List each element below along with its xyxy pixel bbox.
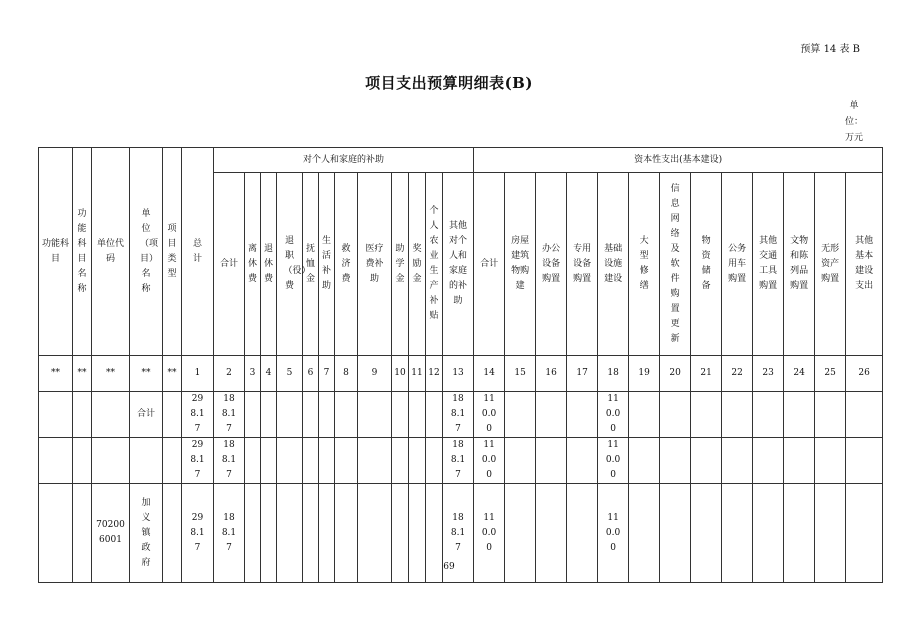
cell-unit-name: 加义镇政府 bbox=[130, 484, 163, 583]
index-cell: 23 bbox=[753, 356, 784, 392]
page-title: 项目支出预算明细表(B) bbox=[365, 74, 533, 92]
index-cell: 14 bbox=[474, 356, 505, 392]
header-p-resign: 退职（役）费 bbox=[277, 173, 303, 356]
header-c-repair: 大型修缮 bbox=[629, 173, 660, 356]
index-cell: 11 bbox=[409, 356, 426, 392]
header-item-type: 项目类型 bbox=[163, 148, 182, 356]
cell-c-sum: 110.00 bbox=[474, 392, 505, 438]
cell-func-name bbox=[73, 392, 92, 438]
header-c-reserve: 物资储备 bbox=[691, 173, 722, 356]
index-cell: 17 bbox=[567, 356, 598, 392]
header-c-special: 专用设备购置 bbox=[567, 173, 598, 356]
index-cell: 9 bbox=[358, 356, 392, 392]
header-p-other: 其他对个人和家庭的补助 bbox=[443, 173, 474, 356]
index-cell: ** bbox=[92, 356, 130, 392]
index-cell: 1 bbox=[182, 356, 214, 392]
cell-c-infra: 110.00 bbox=[598, 484, 629, 583]
cell-c-infra: 110.00 bbox=[598, 392, 629, 438]
header-func-subject: 功能科目 bbox=[39, 148, 73, 356]
header-c-transport: 其他交通工具购置 bbox=[753, 173, 784, 356]
cell-p-other: 188.17 bbox=[443, 484, 474, 583]
index-cell: 12 bbox=[426, 356, 443, 392]
cell-unit-code bbox=[92, 438, 130, 484]
header-p-living: 生活补助 bbox=[319, 173, 335, 356]
index-cell: 7 bbox=[319, 356, 335, 392]
index-cell: 3 bbox=[245, 356, 261, 392]
header-group-capital: 资本性支出(基本建设) bbox=[474, 148, 883, 173]
index-cell: 5 bbox=[277, 356, 303, 392]
header-p-pension: 抚恤金 bbox=[303, 173, 319, 356]
index-cell: 19 bbox=[629, 356, 660, 392]
header-p-retire: 离休费 bbox=[245, 173, 261, 356]
cell-c-sum: 110.00 bbox=[474, 438, 505, 484]
header-c-building: 房屋建筑物购建 bbox=[505, 173, 536, 356]
header-c-office: 办公设备购置 bbox=[536, 173, 567, 356]
cell-total: 298.17 bbox=[182, 438, 214, 484]
cell-p-sum: 188.17 bbox=[214, 392, 245, 438]
index-cell: ** bbox=[163, 356, 182, 392]
index-cell: 16 bbox=[536, 356, 567, 392]
cell-item-type bbox=[163, 392, 182, 438]
cell-item-type bbox=[163, 438, 182, 484]
index-cell: 21 bbox=[691, 356, 722, 392]
unit-label: 单位：万元 bbox=[844, 101, 863, 143]
cell-unit-code bbox=[92, 392, 130, 438]
header-p-sum: 合计 bbox=[214, 173, 245, 356]
index-cell: 18 bbox=[598, 356, 629, 392]
header-func-subject-name: 功能科目名称 bbox=[73, 148, 92, 356]
cell-func-subject bbox=[39, 438, 73, 484]
header-unit-code: 单位代码 bbox=[92, 148, 130, 356]
header-p-reward: 奖励金 bbox=[409, 173, 426, 356]
cell-unit-name bbox=[130, 438, 163, 484]
cell-p-sum: 188.17 bbox=[214, 438, 245, 484]
header-p-retirement: 退休费 bbox=[261, 173, 277, 356]
index-cell: 8 bbox=[335, 356, 358, 392]
index-cell: 25 bbox=[815, 356, 846, 392]
index-cell: 6 bbox=[303, 356, 319, 392]
header-c-infra: 基础设施建设 bbox=[598, 173, 629, 356]
form-code: 预算 14 表 B bbox=[800, 44, 860, 55]
index-cell: ** bbox=[130, 356, 163, 392]
index-cell: ** bbox=[73, 356, 92, 392]
cell-p-other: 188.17 bbox=[443, 438, 474, 484]
index-cell: 22 bbox=[722, 356, 753, 392]
index-cell: 13 bbox=[443, 356, 474, 392]
cell-func-name bbox=[73, 438, 92, 484]
header-c-exhibit: 文物和陈列品购置 bbox=[784, 173, 815, 356]
cell-c-infra: 110.00 bbox=[598, 438, 629, 484]
header-p-student: 助学金 bbox=[392, 173, 409, 356]
cell-total: 298.17 bbox=[182, 484, 214, 583]
cell-c-sum: 110.00 bbox=[474, 484, 505, 583]
header-total: 总计 bbox=[182, 148, 214, 356]
header-c-intangible: 无形资产购置 bbox=[815, 173, 846, 356]
index-cell: 15 bbox=[505, 356, 536, 392]
header-unit-name: 单位（项目）名称 bbox=[130, 148, 163, 356]
header-group-personal: 对个人和家庭的补助 bbox=[214, 148, 474, 173]
header-p-relief: 救济费 bbox=[335, 173, 358, 356]
header-c-sum: 合计 bbox=[474, 173, 505, 356]
header-c-it: 信息网络及软件购置更新 bbox=[660, 173, 691, 356]
table-row bbox=[39, 438, 883, 484]
cell-p-other: 188.17 bbox=[443, 392, 474, 438]
header-c-other: 其他基本建设支出 bbox=[846, 173, 883, 356]
header-c-car: 公务用车购置 bbox=[722, 173, 753, 356]
index-cell: ** bbox=[39, 356, 73, 392]
header-p-farmer: 个人农业生产补贴 bbox=[426, 173, 443, 356]
index-cell: 4 bbox=[261, 356, 277, 392]
cell-unit-code: 702006001 bbox=[92, 484, 130, 583]
header-p-medical: 医疗费补助 bbox=[358, 173, 392, 356]
cell-unit-name: 合计 bbox=[130, 392, 163, 438]
page-number: 69 bbox=[443, 562, 455, 572]
index-cell: 20 bbox=[660, 356, 691, 392]
cell-total: 298.17 bbox=[182, 392, 214, 438]
index-cell: 2 bbox=[214, 356, 245, 392]
budget-table bbox=[38, 147, 883, 583]
index-cell: 26 bbox=[846, 356, 883, 392]
index-cell: 10 bbox=[392, 356, 409, 392]
index-cell: 24 bbox=[784, 356, 815, 392]
cell-func-subject bbox=[39, 392, 73, 438]
table-row bbox=[39, 392, 883, 438]
cell-p-sum: 188.17 bbox=[214, 484, 245, 583]
